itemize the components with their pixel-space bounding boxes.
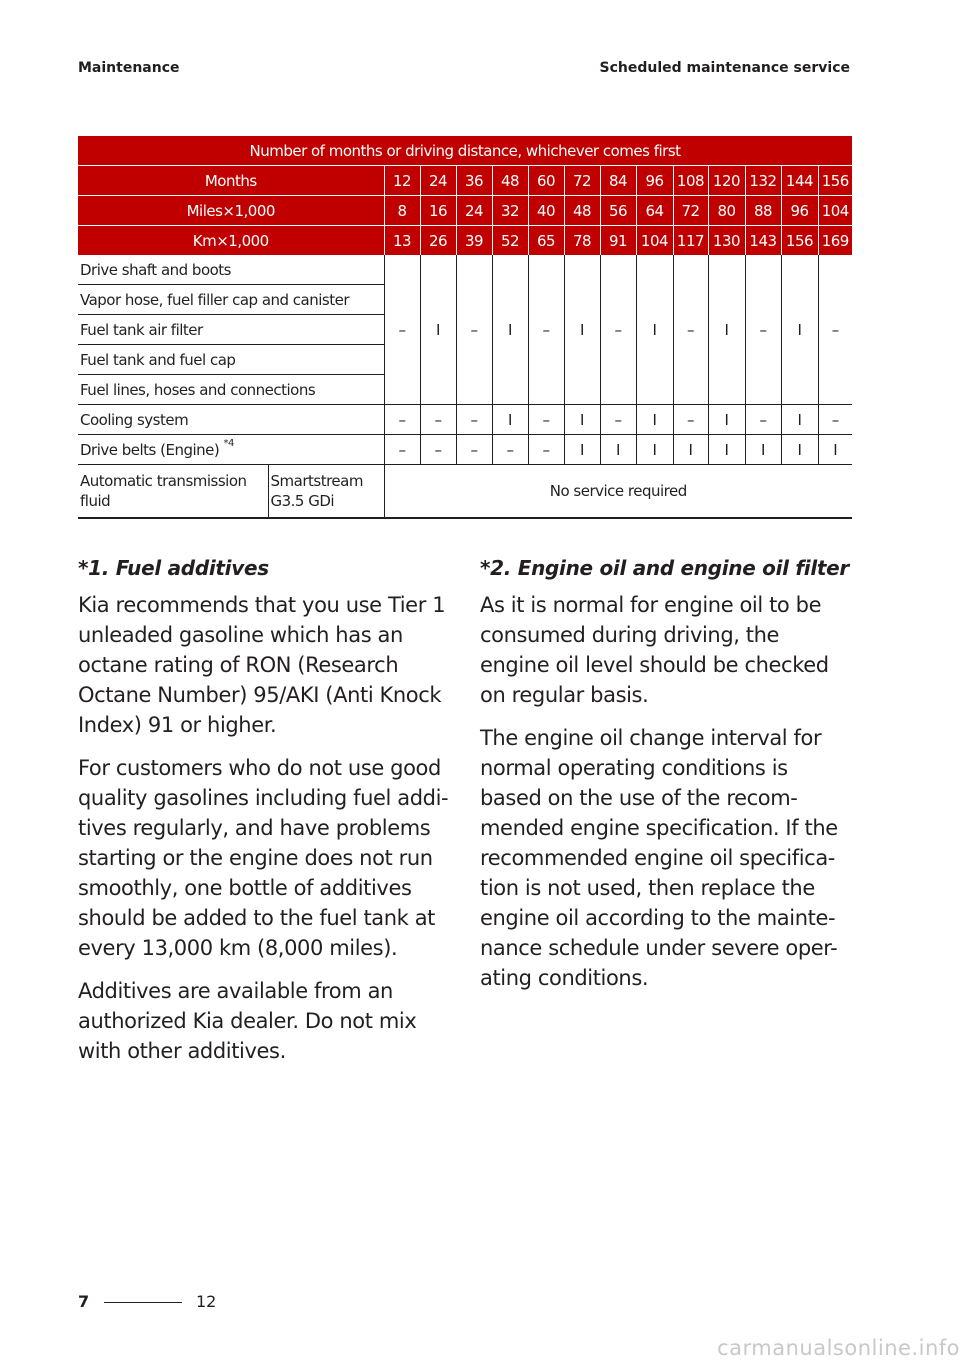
item-label: Drive shaft and boots xyxy=(78,255,384,285)
months-row xyxy=(78,166,852,196)
note-title: *1. Fuel additives xyxy=(78,556,269,580)
service-cell: I xyxy=(781,435,818,465)
service-cell: – xyxy=(456,255,492,405)
months-cell: 120 xyxy=(708,166,745,196)
km-cell: 117 xyxy=(673,226,708,256)
note-fuel-additives xyxy=(78,556,450,1079)
km-cell: 39 xyxy=(456,226,492,256)
service-cell: – xyxy=(384,435,420,465)
atf-value: No service required xyxy=(384,465,852,519)
months-cell: 132 xyxy=(745,166,781,196)
footer-divider xyxy=(104,1302,182,1303)
service-cell: – xyxy=(745,255,781,405)
km-label: Km×1,000 xyxy=(78,226,384,256)
table-caption-row xyxy=(78,136,852,166)
service-cell: – xyxy=(456,405,492,435)
service-cell: – xyxy=(384,405,420,435)
service-cell: I xyxy=(708,405,745,435)
miles-row xyxy=(78,196,852,226)
service-cell: I xyxy=(564,435,600,465)
service-cell: – xyxy=(600,405,636,435)
km-cell: 130 xyxy=(708,226,745,256)
miles-cell: 56 xyxy=(600,196,636,226)
service-cell: – xyxy=(673,255,708,405)
service-cell: I xyxy=(420,255,456,405)
note-paragraph: The engine oil change interval for normal operating conditions is based on the use of the recom-mended engine specification. If the recommended engine oil specifica-tion is not used, then replace the engine oil according to the mainte-nance schedule under severe oper-ating conditions. xyxy=(480,726,838,990)
km-cell: 65 xyxy=(528,226,564,256)
miles-cell: 8 xyxy=(384,196,420,226)
service-cell: – xyxy=(420,435,456,465)
item-label: Fuel tank air filter xyxy=(78,315,384,345)
miles-cell: 88 xyxy=(745,196,781,226)
km-cell: 78 xyxy=(564,226,600,256)
service-cell: I xyxy=(492,405,528,435)
footnote-ref: *4 xyxy=(223,437,234,449)
service-cell: – xyxy=(384,255,420,405)
service-cell: I xyxy=(745,435,781,465)
table-row xyxy=(78,405,852,435)
note-engine-oil xyxy=(480,556,852,1006)
drive-belts-label: Drive belts (Engine) xyxy=(80,440,220,459)
service-cell: I xyxy=(636,255,673,405)
item-label: Fuel tank and fuel cap xyxy=(78,345,384,375)
note-paragraph: As it is normal for engine oil to be consumed during driving, the engine oil level should be checked on regular basis. xyxy=(480,593,829,707)
km-cell: 13 xyxy=(384,226,420,256)
months-cell: 36 xyxy=(456,166,492,196)
months-cell: 72 xyxy=(564,166,600,196)
months-label: Months xyxy=(78,166,384,196)
miles-cell: 104 xyxy=(818,196,852,226)
service-cell: I xyxy=(564,405,600,435)
table-row xyxy=(78,255,852,285)
note-title: *2. Engine oil and engine oil filter xyxy=(480,556,849,580)
months-cell: 156 xyxy=(818,166,852,196)
watermark: carmanualsonline.info xyxy=(717,1336,960,1360)
service-cell: – xyxy=(528,435,564,465)
months-cell: 144 xyxy=(781,166,818,196)
page-number: 12 xyxy=(196,1292,217,1311)
note-paragraph: Kia recommends that you use Tier 1 unleaded gasoline which has an octane rating of RON (Research Octane Number) 95/AKI (Anti Knock Index) 91 or higher. xyxy=(78,593,446,737)
months-cell: 96 xyxy=(636,166,673,196)
service-cell: – xyxy=(600,255,636,405)
km-cell: 169 xyxy=(818,226,852,256)
km-cell: 104 xyxy=(636,226,673,256)
note-paragraph: For customers who do not use good quality gasolines including fuel addi-tives regularly, and have problems starting or the engine does not run smoothly, one bottle of additives should be added to the fuel tank at every 13,000 km (8,000 miles). xyxy=(78,756,449,960)
miles-cell: 48 xyxy=(564,196,600,226)
service-cell: – xyxy=(818,405,852,435)
months-cell: 84 xyxy=(600,166,636,196)
service-cell: I xyxy=(636,435,673,465)
months-cell: 108 xyxy=(673,166,708,196)
months-cell: 60 xyxy=(528,166,564,196)
item-label: Vapor hose, fuel filler cap and canister xyxy=(78,285,384,315)
miles-cell: 24 xyxy=(456,196,492,226)
miles-cell: 16 xyxy=(420,196,456,226)
months-cell: 48 xyxy=(492,166,528,196)
service-cell: – xyxy=(492,435,528,465)
km-cell: 52 xyxy=(492,226,528,256)
service-cell: – xyxy=(528,405,564,435)
item-label: Cooling system xyxy=(78,405,384,435)
miles-cell: 64 xyxy=(636,196,673,226)
miles-label: Miles×1,000 xyxy=(78,196,384,226)
miles-cell: 40 xyxy=(528,196,564,226)
service-cell: I xyxy=(781,255,818,405)
km-row xyxy=(78,226,852,256)
service-cell: I xyxy=(600,435,636,465)
page-header-title: Scheduled maintenance service xyxy=(599,60,850,76)
service-cell: – xyxy=(456,435,492,465)
service-cell: I xyxy=(492,255,528,405)
service-cell: I xyxy=(708,255,745,405)
table-row xyxy=(78,465,852,519)
km-cell: 26 xyxy=(420,226,456,256)
service-cell: I xyxy=(818,435,852,465)
km-cell: 156 xyxy=(781,226,818,256)
note-paragraph: Additives are available from an authorized Kia dealer. Do not mix with other additives. xyxy=(78,979,417,1063)
item-label: Fuel lines, hoses and connections xyxy=(78,375,384,405)
service-cell: – xyxy=(528,255,564,405)
maintenance-schedule-table xyxy=(78,136,852,519)
months-cell: 12 xyxy=(384,166,420,196)
service-cell: – xyxy=(420,405,456,435)
km-cell: 91 xyxy=(600,226,636,256)
service-cell: – xyxy=(818,255,852,405)
service-cell: I xyxy=(673,435,708,465)
table-caption: Number of months or driving distance, whichever comes first xyxy=(78,136,852,166)
service-cell: I xyxy=(708,435,745,465)
service-cell: – xyxy=(745,405,781,435)
section-label: Maintenance xyxy=(78,60,180,76)
miles-cell: 72 xyxy=(673,196,708,226)
km-cell: 143 xyxy=(745,226,781,256)
miles-cell: 96 xyxy=(781,196,818,226)
service-cell: I xyxy=(564,255,600,405)
months-cell: 24 xyxy=(420,166,456,196)
atf-engine: Smartstream G3.5 GDi xyxy=(268,465,384,519)
chapter-number: 7 xyxy=(78,1292,90,1311)
service-cell: – xyxy=(673,405,708,435)
atf-label: Automatic transmission fluid xyxy=(78,465,268,519)
service-cell: I xyxy=(636,405,673,435)
table-row xyxy=(78,435,852,465)
miles-cell: 32 xyxy=(492,196,528,226)
service-cell: I xyxy=(781,405,818,435)
miles-cell: 80 xyxy=(708,196,745,226)
item-label xyxy=(78,435,384,465)
